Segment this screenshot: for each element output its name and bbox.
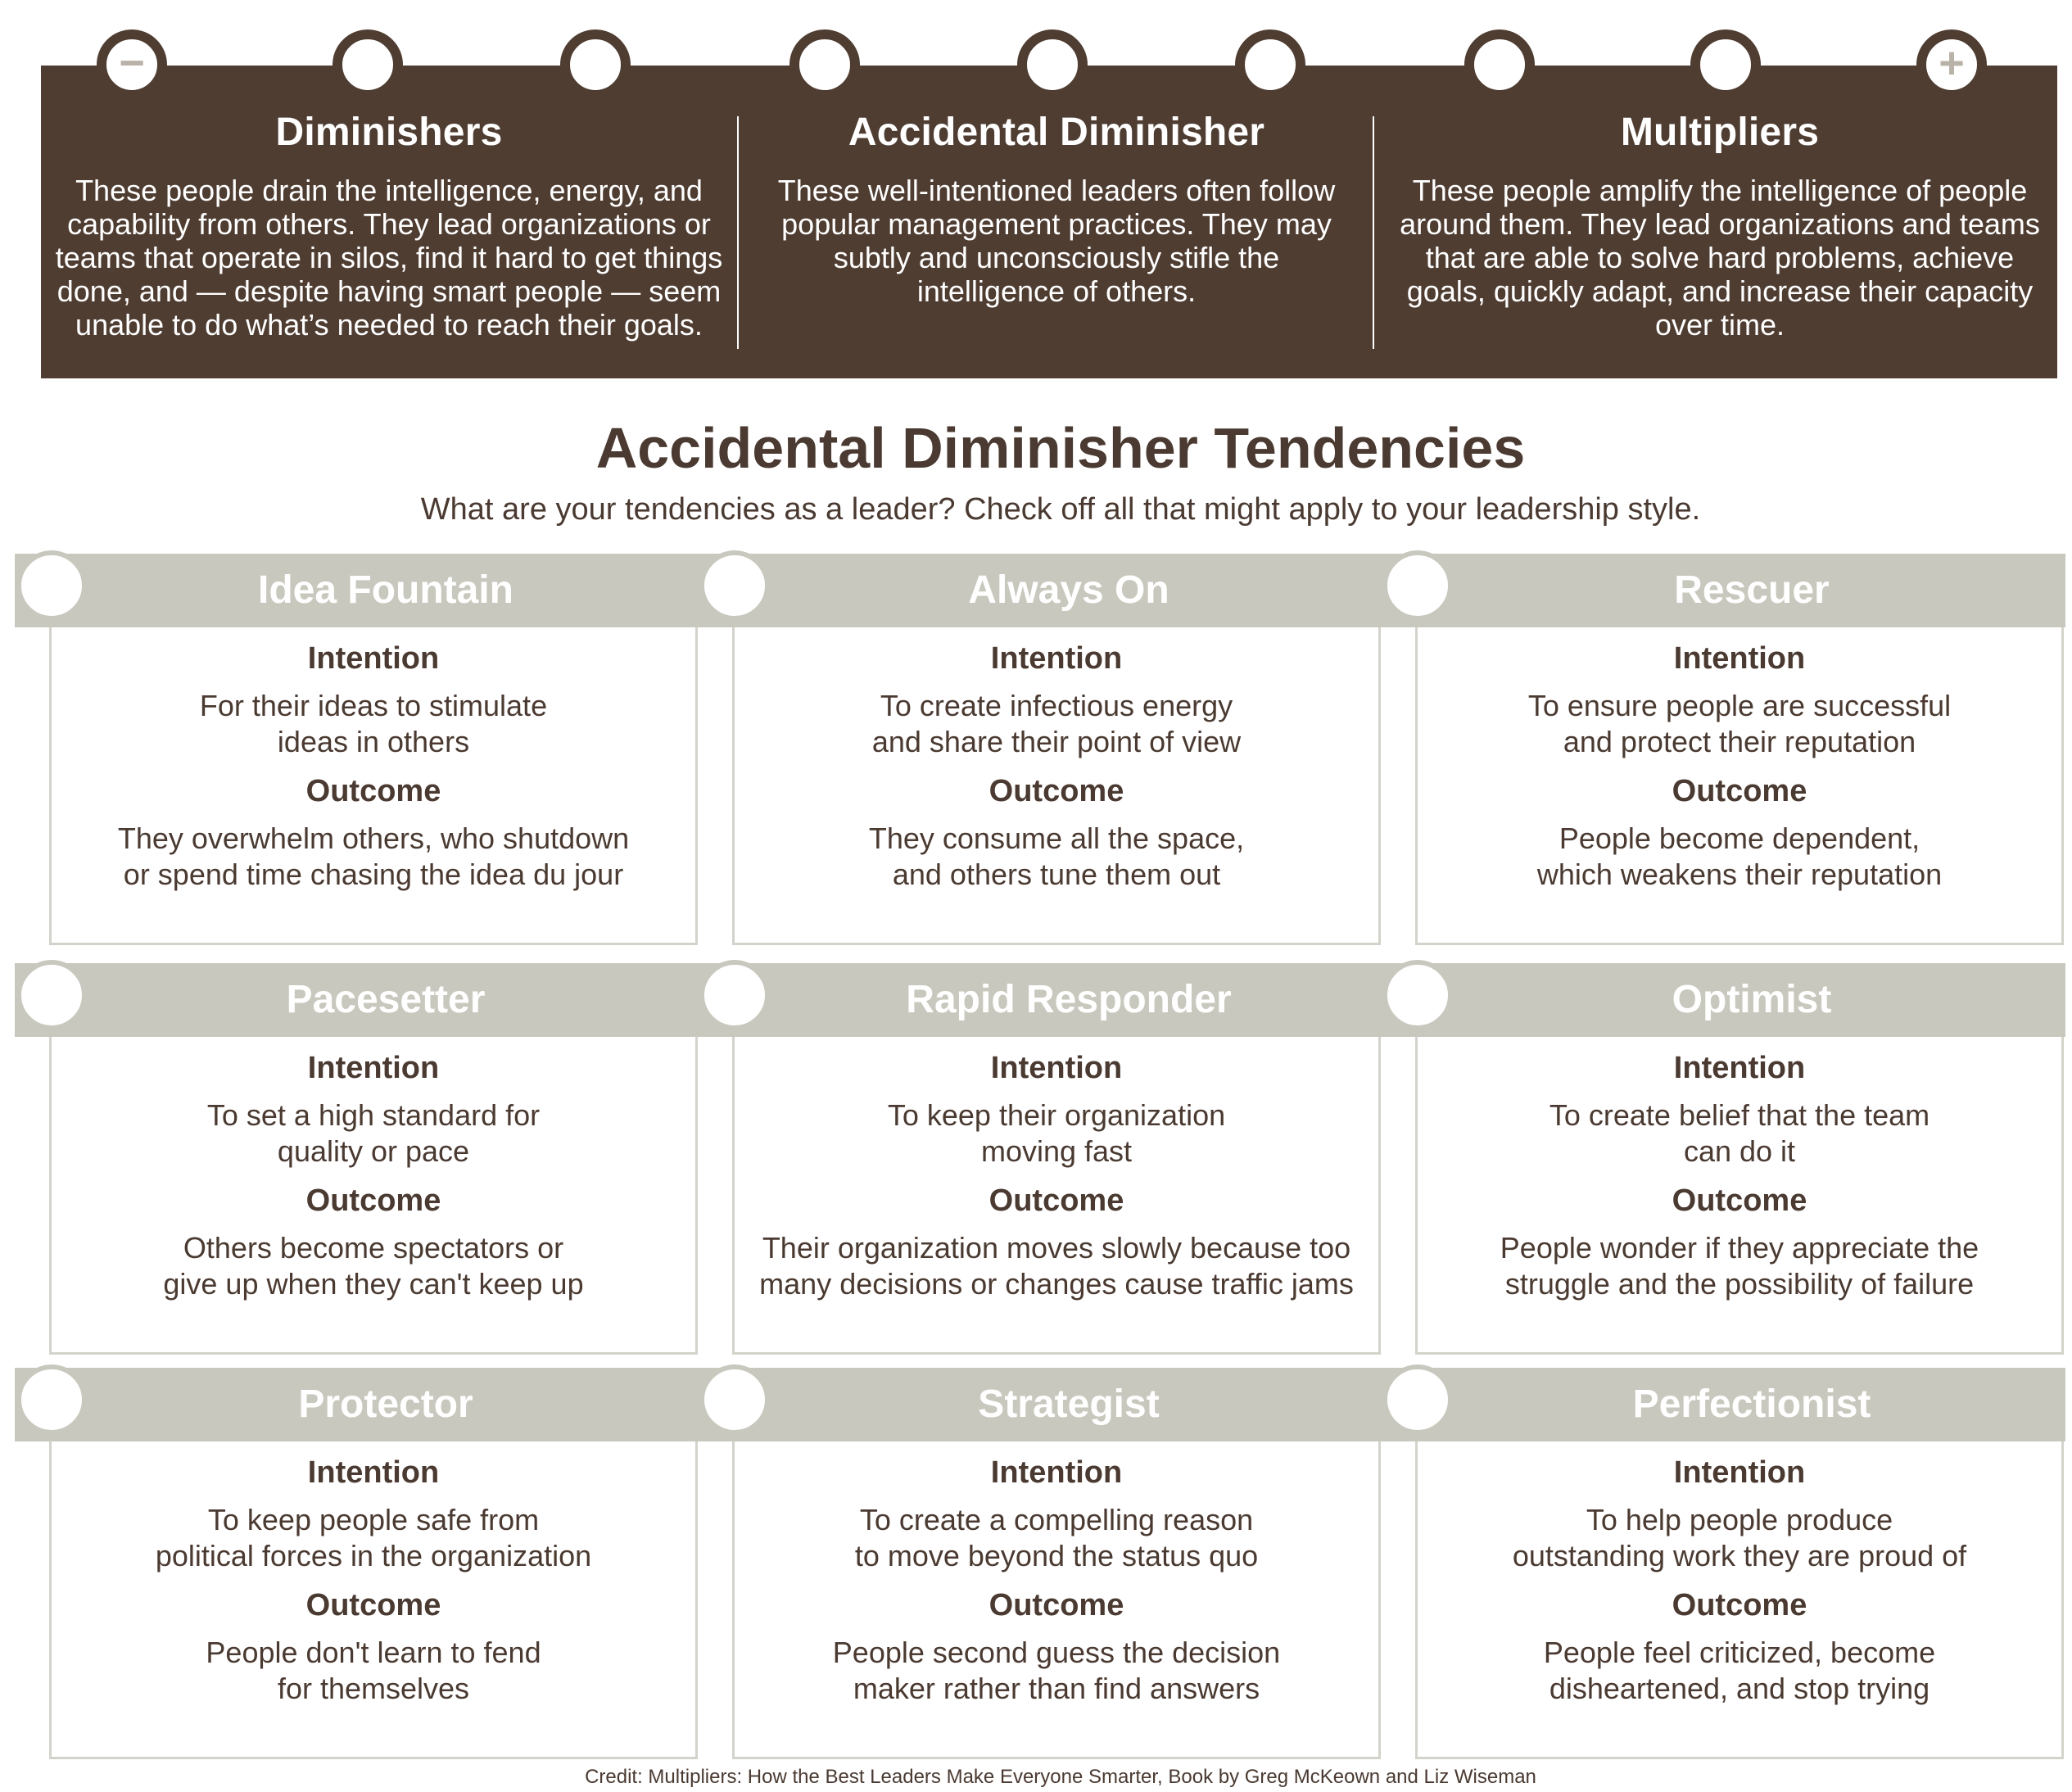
outcome-label: Outcome <box>988 1588 1124 1622</box>
card-body <box>732 627 1381 945</box>
intention-label: Intention <box>990 641 1123 676</box>
tendency-card-pacesetter <box>15 963 699 1358</box>
plus-icon: + <box>1939 38 1965 88</box>
tendency-card-optimist <box>1381 963 2065 1358</box>
outcome-label: Outcome <box>305 1183 441 1218</box>
intention-label: Intention <box>307 641 440 676</box>
intention-label: Intention <box>307 1455 440 1490</box>
outcome-label: Outcome <box>988 774 1124 808</box>
card-body <box>1415 1037 2064 1355</box>
checkbox[interactable] <box>699 960 770 1030</box>
card-title: Pacesetter <box>15 963 699 1037</box>
checkbox[interactable] <box>16 1364 87 1435</box>
multipliers-description: These people amplify the intelligence of people around them. They lead organizations and teams that are able to solve hard problems, achieve goals, quickly adapt, and increase their capacity over time. <box>1400 174 2040 342</box>
intention-text: To create belief that the team can do it <box>1549 1098 1930 1168</box>
card-title: Always On <box>698 554 1382 627</box>
checkbox[interactable] <box>1382 1364 1453 1435</box>
card-title: Idea Fountain <box>15 554 699 627</box>
tendency-card-rescuer <box>1381 554 2065 948</box>
outcome-label: Outcome <box>1672 1588 1807 1622</box>
outcome-text: Others become spectators or give up when they can't keep up <box>163 1231 584 1301</box>
outcome-text: People feel criticized, become disheartened, and stop trying <box>1543 1636 1936 1705</box>
card-body <box>732 1037 1381 1355</box>
diminishers-description: These people drain the intelligence, energy, and capability from others. They lead organizations or teams that operate in silos, find it hard to get things done, and — despite having smart people — seem unable to do what’s needed to reach their goals. <box>55 174 723 342</box>
page-subtitle: What are your tendencies as a leader? Check off all that might apply to your leadership style. <box>420 492 1701 527</box>
outcome-label: Outcome <box>1672 774 1807 808</box>
intention-label: Intention <box>990 1455 1123 1490</box>
column-divider <box>737 116 739 349</box>
multipliers-title: Multipliers <box>1620 111 1820 154</box>
accidental-diminisher-title: Accidental Diminisher <box>848 111 1265 154</box>
page-title: Accidental Diminisher Tendencies <box>595 416 1526 480</box>
checkbox[interactable] <box>1382 960 1453 1030</box>
intention-text: To keep people safe from political forces in the organization <box>155 1503 592 1573</box>
tendency-card-always-on <box>698 554 1382 948</box>
intention-label: Intention <box>1673 641 1806 676</box>
outcome-text: They overwhelm others, who shutdown or spend time chasing the idea du jour <box>117 821 630 891</box>
intention-text: To create a compelling reason to move beyond the status quo <box>854 1503 1259 1573</box>
card-title: Rescuer <box>1381 554 2065 627</box>
credit-line: Credit: Multipliers: How the Best Leaders Make Everyone Smarter, Book by Greg McKeown and Liz Wiseman <box>585 1766 1536 1788</box>
card-body <box>1415 1441 2064 1759</box>
intention-label: Intention <box>990 1051 1123 1085</box>
card-body <box>49 627 698 945</box>
diminishers-title: Diminishers <box>275 111 503 154</box>
intention-text: To help people produce outstanding work they are proud of <box>1512 1503 1967 1573</box>
intention-label: Intention <box>1673 1455 1806 1490</box>
tendency-card-strategist <box>698 1368 1382 1763</box>
card-title: Optimist <box>1381 963 2065 1037</box>
card-body <box>49 1037 698 1355</box>
intention-text: To set a high standard for quality or pace <box>206 1098 541 1168</box>
tendency-card-protector <box>15 1368 699 1763</box>
intention-label: Intention <box>1673 1051 1806 1085</box>
card-title: Perfectionist <box>1381 1368 2065 1441</box>
card-body <box>49 1441 698 1759</box>
intention-text: To ensure people are successful and protect their reputation <box>1527 689 1952 758</box>
outcome-text: They consume all the space, and others tune them out <box>868 821 1245 891</box>
tendency-card-idea-fountain <box>15 554 699 948</box>
card-body <box>1415 627 2064 945</box>
tendency-card-perfectionist <box>1381 1368 2065 1763</box>
outcome-label: Outcome <box>305 774 441 808</box>
checkbox[interactable] <box>699 1364 770 1435</box>
checkbox[interactable] <box>16 550 87 621</box>
outcome-label: Outcome <box>305 1588 441 1622</box>
outcome-label: Outcome <box>1672 1183 1807 1218</box>
outcome-text: Their organization moves slowly because too many decisions or changes cause traffic jams <box>759 1231 1354 1301</box>
checkbox[interactable] <box>699 550 770 621</box>
card-title: Protector <box>15 1368 699 1441</box>
accidental-diminisher-column <box>753 66 1359 377</box>
intention-text: To keep their organization moving fast <box>887 1098 1226 1168</box>
intention-text: For their ideas to stimulate ideas in others <box>199 689 548 758</box>
outcome-text: People wonder if they appreciate the struggle and the possibility of failure <box>1500 1231 1979 1301</box>
card-body <box>732 1441 1381 1759</box>
checkbox[interactable] <box>1382 550 1453 621</box>
outcome-text: People become dependent, which weakens their reputation <box>1536 821 1943 891</box>
column-divider <box>1373 116 1374 349</box>
multipliers-column <box>1384 66 2056 377</box>
intention-text: To create infectious energy and share their point of view <box>871 689 1242 758</box>
card-title: Strategist <box>698 1368 1382 1441</box>
card-title: Rapid Responder <box>698 963 1382 1037</box>
outcome-label: Outcome <box>988 1183 1124 1218</box>
accidental-diminisher-description: These well-intentioned leaders often follow popular management practices. They may subtly and unconsciously stifle the intelligence of others. <box>777 174 1336 308</box>
intention-label: Intention <box>307 1051 440 1085</box>
tendency-card-rapid-responder <box>698 963 1382 1358</box>
minus-icon: − <box>119 38 145 88</box>
outcome-text: People second guess the decision maker rather than find answers <box>832 1636 1281 1705</box>
diminishers-column <box>41 66 737 377</box>
outcome-text: People don't learn to fend for themselves <box>206 1636 541 1705</box>
checkbox[interactable] <box>16 960 87 1030</box>
